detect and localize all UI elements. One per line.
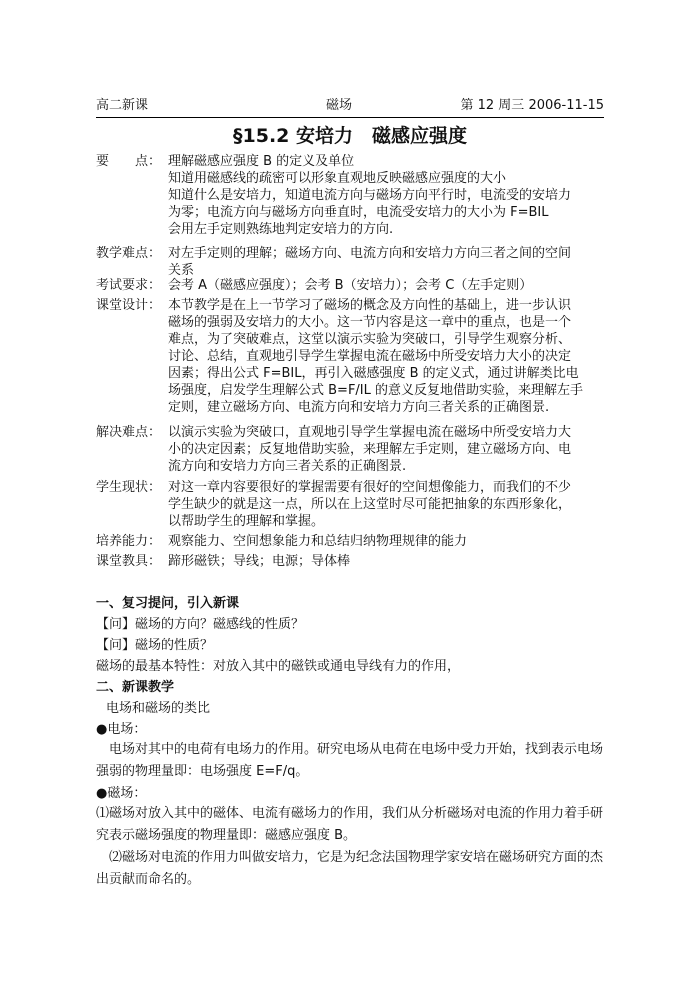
meta-line: 理解磁感应强度 B 的定义及单位 <box>168 154 355 169</box>
meta-line: 定则，建立磁场方向、电流方向和安培力方向三者关系的正确图景. <box>168 400 550 415</box>
meta-design <box>96 297 616 416</box>
header-divider <box>96 117 604 118</box>
meta-solution <box>96 424 616 475</box>
meta-label: 考试要求： <box>96 278 162 293</box>
magnetic-field-paragraph-1: ⑴磁场对放入其中的磁体、电流有磁场力的作用，我们从分析磁场对电流的作用力着手研究表示磁场强度的物理量即：磁感应强度 B。 <box>96 806 604 843</box>
header-course: 高二新课 <box>96 98 149 113</box>
meta-line: 学生缺少的就是这一点，所以在上这堂时尽可能把抽象的东西形象化， <box>168 497 572 512</box>
meta-exam <box>96 277 616 294</box>
meta-line: 场强度，启发学生理解公式 B=F/IL 的意义反复地借助实验，来理解左手 <box>168 383 584 398</box>
meta-label: 课堂设计： <box>96 298 162 313</box>
magnetic-field-bullet: ●磁场： <box>96 786 147 801</box>
magnetic-field-paragraph-2: ⑵磁场对电流的作用力叫做安培力，它是为纪念法国物理学家安培在磁场研究方面的杰出贡献而命名的。 <box>96 850 604 887</box>
meta-line: 会考 A（磁感应强度）；会考 B（安培力）；会考 C（左手定则） <box>168 278 533 293</box>
electric-field-bullet: ●电场： <box>96 722 147 737</box>
meta-line: 对这一章内容要很好的掌握需要有很好的空间想像能力，而我们的不少 <box>168 480 572 495</box>
analogy-heading: 电场和磁场的类比 <box>106 701 211 716</box>
meta-label: 课堂教具： <box>96 554 162 569</box>
meta-line: 会用左手定则熟练地判定安培力的方向. <box>168 222 394 237</box>
meta-line: 小的决定因素；反复地借助实验，来理解左手定则，建立磁场方向、电 <box>168 442 572 457</box>
meta-line: 蹄形磁铁；导线；电源；导体棒 <box>168 554 351 569</box>
meta-label: 培养能力： <box>96 534 162 549</box>
section-heading-review: 一、复习提问，引入新课 <box>96 596 240 611</box>
answer-line: 磁场的最基本特性：对放入其中的磁铁或通电导线有力的作用， <box>96 659 461 674</box>
meta-key-points <box>96 153 616 238</box>
meta-line: 磁场的强弱及安培力的大小。这一节内容是这一章中的重点，也是一个 <box>168 315 572 330</box>
meta-line: 以帮助学生的理解和掌握。 <box>168 514 325 529</box>
meta-line: 流方向和安培力方向三者关系的正确图景. <box>168 459 407 474</box>
page-header <box>96 96 604 116</box>
lesson-title: §15.2 安培力 磁感应强度 <box>233 125 467 147</box>
meta-line: 对左手定则的理解；磁场方向、电流方向和安培力方向三者之间的空间 <box>168 246 572 261</box>
meta-line: 讨论、总结，直观地引导学生掌握电流在磁场中所受安培力大小的决定 <box>168 349 572 364</box>
electric-field-paragraph: 电场对其中的电荷有电场力的作用。研究电场从电荷在电场中受力开始，找到表示电场强弱的物理量即：电场强度 E=F/q。 <box>96 742 604 779</box>
question-line: 【问】磁场的方向？磁感线的性质？ <box>96 617 305 632</box>
meta-line: 知道用磁感线的疏密可以形象直观地反映磁感应强度的大小 <box>168 171 507 186</box>
meta-label: 要 点： <box>96 154 162 169</box>
meta-line: 知道什么是安培力，知道电流方向与磁场方向平行时，电流受的安培力 <box>168 188 572 203</box>
section-heading-new: 二、新课教学 <box>96 680 175 695</box>
meta-difficulty <box>96 245 616 279</box>
meta-line: 观察能力、空间想象能力和总结归纳物理规律的能力 <box>168 534 468 549</box>
meta-line: 为零；电流方向与磁场方向垂直时，电流受安培力的大小为 F=BIL <box>168 205 549 220</box>
meta-students <box>96 479 616 530</box>
meta-line: 难点，为了突破难点，这堂以演示实验为突破口，引导学生观察分析、 <box>168 332 572 347</box>
header-topic: 磁场 <box>326 98 353 113</box>
meta-ability <box>96 533 616 550</box>
header-date: 第 12 周三 2006-11-15 <box>460 98 604 113</box>
meta-label: 教学难点： <box>96 246 162 261</box>
meta-line: 以演示实验为突破口，直观地引导学生掌握电流在磁场中所受安培力大 <box>168 425 572 440</box>
meta-tools <box>96 553 616 570</box>
meta-line: 因素；得出公式 F=BIL，再引入磁感强度 B 的定义式，通过讲解类比电 <box>168 366 579 381</box>
meta-label: 解决难点： <box>96 425 162 440</box>
meta-line: 关系 <box>168 263 195 278</box>
meta-line: 本节教学是在上一节学习了磁场的概念及方向性的基础上，进一步认识 <box>168 298 572 313</box>
meta-label: 学生现状： <box>96 480 162 495</box>
question-line: 【问】磁场的性质？ <box>96 638 214 653</box>
